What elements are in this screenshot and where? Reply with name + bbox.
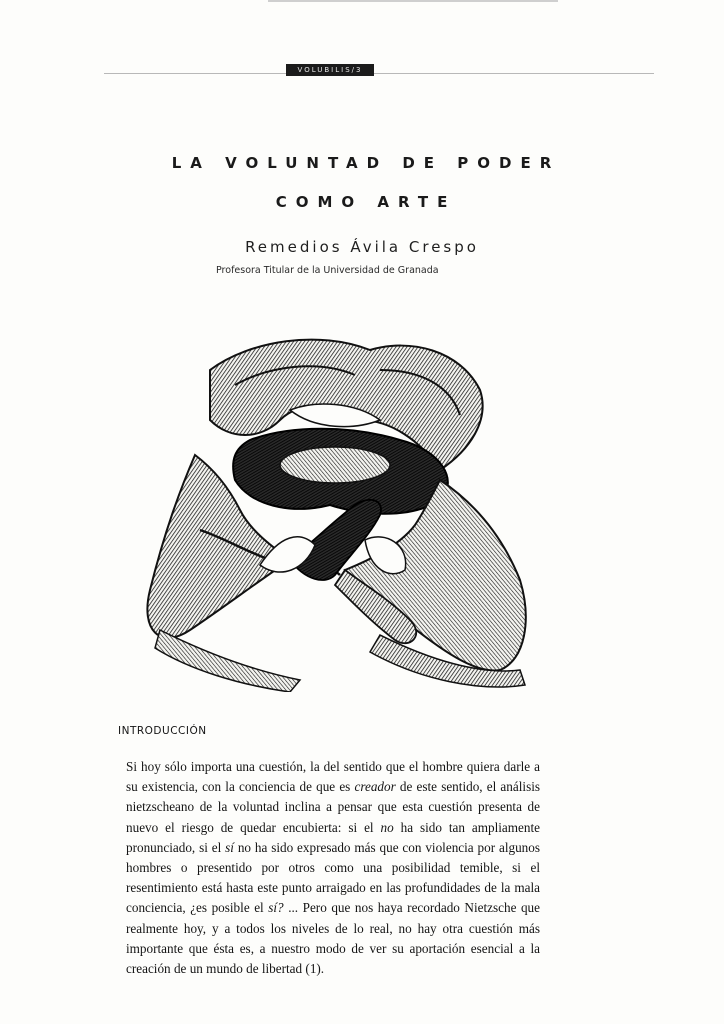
emphasis-si-question: sí? <box>268 900 284 916</box>
paragraph-text: ha sido tan ampliamente pronunciado, si el <box>126 819 540 855</box>
drawing-hands-engraving-icon <box>140 330 532 692</box>
paragraph-text: de este sentido, el análisis nietzscheano de la voluntad inclina a pensar que esta cuestión presenta de nuevo el riesgo de quedar encubierta: si el <box>126 779 540 835</box>
author-name: Remedios Ávila Crespo <box>245 238 479 256</box>
paragraph-text: ... Pero que nos haya recordado Nietzsche que realmente hoy, y a todos los niveles de lo real, no hay otra cuestión más importante que ésta es, a nuestro modo de ver su aportación esencial a la creación de un mundo de libertad (1). <box>126 900 540 977</box>
emphasis-si: sí <box>225 839 234 855</box>
scan-edge <box>268 0 558 2</box>
emphasis-no: no <box>380 819 394 835</box>
article-title-line-1: LA VOLUNTAD DE PODER <box>171 154 561 172</box>
paragraph-text: no ha sido expresado más que con violencia por algunos hombres o presentido por otros como una posibilidad temible, si el resentimiento está hasta este punto arraigado en las profundidades de la mala conciencia, ¿es posible el <box>126 839 541 916</box>
section-heading: INTRODUCCIÓN <box>118 725 207 737</box>
intro-paragraph <box>126 757 540 979</box>
paragraph-text: Si hoy sólo importa una cuestión, la del sentido que el hombre quiera darle a su existencia, con la conciencia de que es <box>126 759 540 795</box>
header-rule <box>104 73 654 74</box>
emphasis-creador: creador <box>354 779 396 795</box>
author-affiliation: Profesora Titular de la Universidad de Granada <box>216 265 439 276</box>
article-title-line-2: COMO ARTE <box>275 193 457 211</box>
series-tag: VOLUBILIS/3 <box>286 64 374 76</box>
